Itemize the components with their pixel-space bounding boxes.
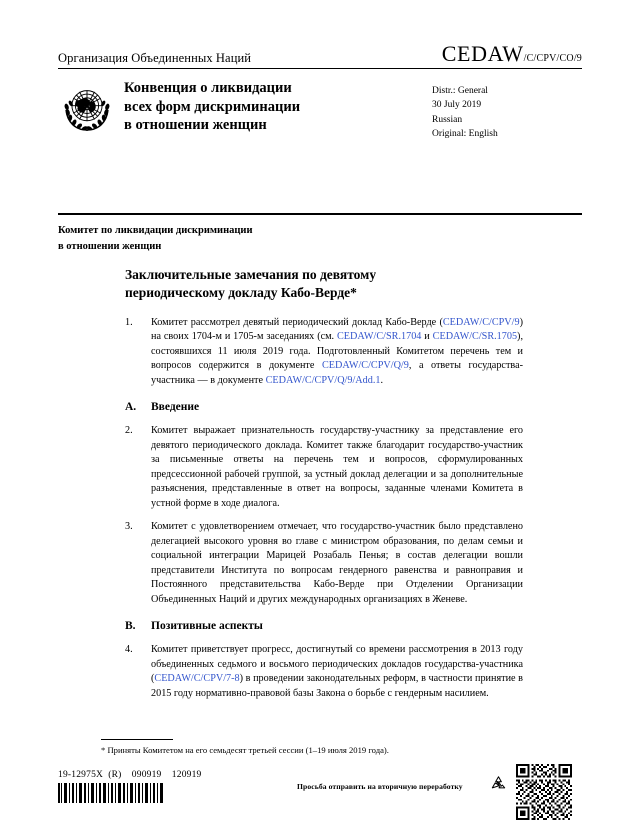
header-divider [58,213,582,215]
page-title-line-2: периодическому докладу Кабо-Верде* [125,285,357,301]
job-number: 19-12975X (R) 090919 120919 [58,770,202,780]
organization-name: Организация Объединенных Наций [58,50,252,65]
document-symbol-main: CEDAW [441,41,524,66]
paragraph-3-number: 3. [125,521,133,533]
document-symbol [442,43,582,66]
convention-title [116,76,432,135]
paragraph-3 [125,520,523,607]
recycle-icon [489,774,508,793]
committee-name-line-2: в отношении женщин [58,240,162,252]
section-a-letter: A. [125,401,137,414]
committee-name [58,223,458,255]
paragraph-4-number: 4. [125,644,133,656]
document-body [125,316,523,710]
document-reference-link[interactable]: CEDAW/C/CPV/Q/9/Add.1 [265,374,381,386]
convention-title-line-1: Конвенция о ликвидации [124,80,292,96]
committee-name-line-1: Комитет по ликвидации дискриминации [58,225,253,236]
section-b-title: Позитивные аспекты [151,620,263,633]
convention-title-line-2: всех форм дискриминации [124,98,301,115]
qr-code [516,764,572,820]
paragraph-4-text: Комитет приветствует прогресс, достигнутый со времени рассмотрения в 2013 году объединенных седьмого и восьмого периодических докладов государства-участника (CEDAW/C/CPV/7-8) в проведении законодательных реформ, в частности принятие в 2015 году нормативно-правовой базы Закона о борьбе с гендерным насилием. [151,644,523,699]
footnote-marker: * [101,745,106,755]
section-a-title: Введение [151,401,200,414]
paragraph-2 [125,424,523,511]
paragraph-1 [125,316,523,388]
paragraph-2-text: Комитет выражает признательность государству-участнику за представление его девятого периодического доклада. Комитет также благодарит государство-участник за письменные ответы на перечень тем и вопросов, сформулированных предсессионной рабочей группой, за устный доклад делегации и за дополнительные разъяснения, представленные в ответ на вопросы, заданные членами Комитета в устной форме в ходе диалога. [151,425,523,509]
paragraph-3-text: Комитет с удовлетворением отмечает, что государство-участник было представлено делегацией высокого уровня во главе с министром образования, по делам семьи и социальной интеграции Марицей Розабаль Пенья; в состав делегации вошли представители Института по вопросам гендерного равенства и равноправия и Постоянного представительства Кабо-Верде при Отделении Организации Объединенных Наций и других международных организациях в Женеве. [151,521,523,605]
document-reference-link[interactable]: CEDAW/C/SR.1705 [432,331,518,343]
section-heading-b [125,619,523,634]
document-reference-link[interactable]: CEDAW/C/CPV/9 [442,317,520,328]
document-reference-link[interactable]: CEDAW/C/SR.1704 [337,331,422,343]
distribution-type: Distr.: General [432,86,488,96]
footnote-divider [101,739,173,740]
distribution-date: 30 July 2019 [432,100,482,111]
paragraph-1-number: 1. [125,317,133,328]
page-title [125,266,525,302]
recycle-notice: Просьба отправить на вторичную переработку [297,782,463,791]
paragraph-2-number: 2. [125,425,133,437]
footnote [101,744,532,756]
document-reference-link[interactable]: CEDAW/C/CPV/7-8 [154,673,240,685]
section-b-letter: B. [125,620,136,633]
title-row [58,76,582,142]
masthead-divider [58,68,582,69]
masthead [58,40,582,142]
barcode [58,783,166,803]
distribution-block [432,76,582,142]
distribution-language: Russian [432,114,463,125]
organization-row [58,40,582,66]
document-symbol-suffix: /C/CPV/CO/9 [523,53,582,64]
page-title-line-1: Заключительные замечания по девятому [125,267,377,282]
un-emblem-icon [58,79,116,137]
distribution-original: Original: English [432,129,498,140]
section-heading-a [125,400,523,415]
footnote-text: Приняты Комитетом на его семьдесят третьей сессии (1–19 июля 2019 года). [107,745,389,755]
paragraph-4 [125,643,523,701]
convention-title-line-3: в отношении женщин [124,117,267,134]
document-reference-link[interactable]: CEDAW/C/CPV/Q/9 [321,360,409,372]
paragraph-1-text: Комитет рассмотрел девятый периодический доклад Кабо-Верде (CEDAW/C/CPV/9) на своих 1704-м и 1705-м заседаниях (см. CEDAW/C/SR.1704 и CEDAW/C/SR.1705), состоявшихся 11 июля 2019 года. Подготовленный Комитетом перечень тем и вопросов содержится в документе CEDAW/C/CPV/Q/9, а ответы государства-участника — в документе CEDAW/C/CPV/Q/9/Add.1. [151,317,523,386]
